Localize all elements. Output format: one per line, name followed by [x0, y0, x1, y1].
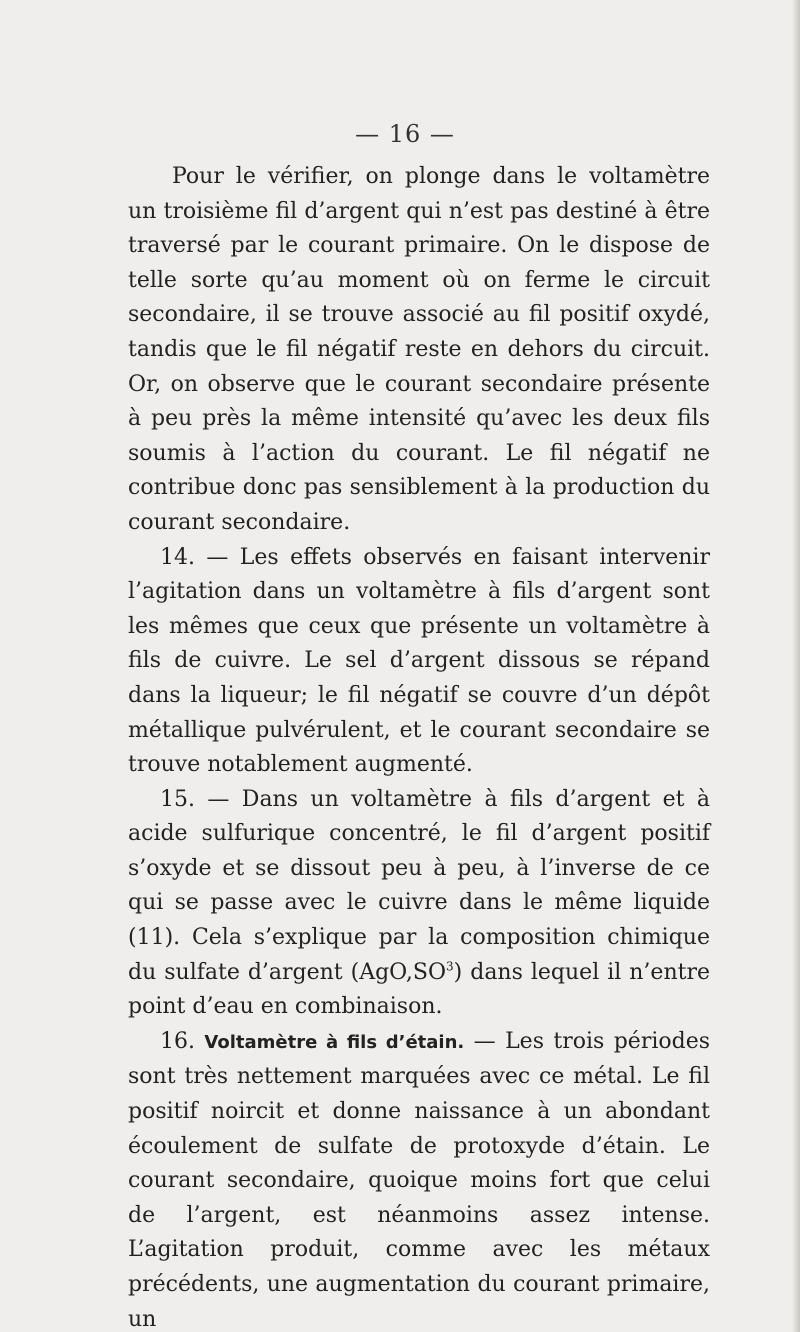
- paragraph-14-text: — Les effets observés en faisant intervenir l’agitation dans un voltamètre à fils d’argent sont les mêmes que ceux que présente un voltamètre à fils de cuivre. Le sel d’argent dissous se répand dans la liqueur; le fil négatif se couvre d’un dépôt métallique pulvérulent, et le courant secondaire se trouve notablement augmenté.: [128, 544, 710, 778]
- page-number: — 16 —: [355, 120, 455, 148]
- chemical-superscript: 3: [446, 959, 454, 974]
- paragraph-15: [128, 783, 710, 1025]
- paragraph-15-text-end: ) dans lequel il n’entre point d’eau en combinaison.: [128, 959, 710, 1020]
- paragraph-15-text: — Dans un voltamètre à fils d’argent et à acide sulfurique concentré, le fil d’argent positif s’oxyde et se dissout peu à peu, à l’inverse de ce qui se passe avec le cuivre dans le même liquide (11). Cela s’explique par la composition chimique du sulfate d’argent (AgO,SO: [128, 786, 710, 985]
- body-text: [128, 160, 710, 1332]
- section-heading: Voltamètre à fils d’étain.: [204, 1031, 465, 1053]
- paragraph-number: 14.: [160, 544, 195, 570]
- paragraph-14: [128, 541, 710, 783]
- paragraph-number: 15.: [160, 786, 195, 812]
- paragraph-intro-text: Pour le vérifier, on plonge dans le voltamètre un troisième fil d’argent qui n’est pas destiné à être traversé par le courant primaire. On le dispose de telle sorte qu’au moment où on ferme le circuit secondaire, il se trouve associé au fil positif oxydé, tandis que le fil négatif reste en dehors du circuit. Or, on observe que le courant secondaire présente à peu près la même intensité qu’avec les deux fils soumis à l’action du courant. Le fil négatif ne contribue donc pas sensiblement à la production du courant secondaire.: [128, 164, 710, 535]
- paragraph-16: [128, 1025, 710, 1332]
- paragraph-16-text: — Les trois périodes sont très nettement marquées avec ce métal. Le fil positif noircit et donne naissance à un abondant écoulement de sulfate de protoxyde d’étain. Le courant secondaire, quoique moins fort que celui de l’argent, est néanmoins assez intense. L’agitation produit, comme avec les métaux précédents, une augmentation du courant primaire, un: [128, 1028, 711, 1332]
- page-edge-shadow: [792, 0, 800, 1332]
- paragraph-intro: [128, 160, 710, 541]
- paragraph-number: 16.: [160, 1028, 195, 1054]
